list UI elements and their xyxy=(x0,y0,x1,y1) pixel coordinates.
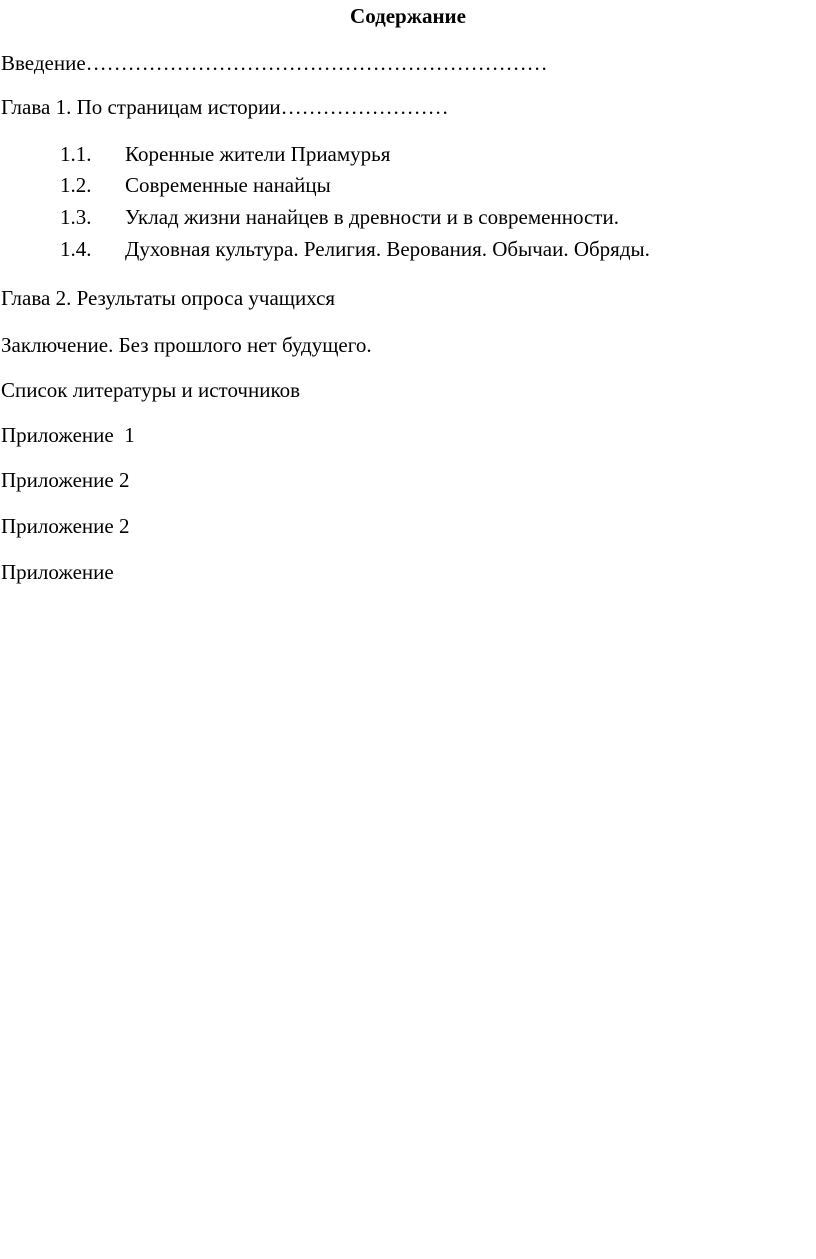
toc-appendix: Приложение 2 xyxy=(1,468,130,492)
toc-appendix: Приложение 1 xyxy=(1,423,135,447)
toc-appendix: Приложение 2 xyxy=(1,514,130,538)
toc-subitem-number: 1.1. xyxy=(60,142,92,166)
toc-subitem-number: 1.2. xyxy=(60,173,92,197)
toc-chapter-2: Глава 2. Результаты опроса учащихся xyxy=(1,286,336,310)
toc-subitem-number: 1.3. xyxy=(60,205,92,229)
toc-subitem-text: Современные нанайцы xyxy=(125,173,331,197)
toc-appendix: Приложение xyxy=(1,560,114,584)
page-title: Содержание xyxy=(350,4,466,28)
toc-chapter-1: Глава 1. По страницам истории…………………… xyxy=(1,95,449,119)
toc-bibliography: Список литературы и источников xyxy=(1,378,301,402)
toc-conclusion: Заключение. Без прошлого нет будущего. xyxy=(1,333,372,357)
toc-intro: Введение………………………………………………………… xyxy=(1,51,548,75)
toc-subitem-text: Духовная культура. Религия. Верования. Обычаи. Обряды. xyxy=(125,237,650,261)
toc-subitem-text: Уклад жизни нанайцев в древности и в современности. xyxy=(125,205,619,229)
toc-subitem-number: 1.4. xyxy=(60,237,92,261)
toc-subitem-text: Коренные жители Приамурья xyxy=(125,142,391,166)
